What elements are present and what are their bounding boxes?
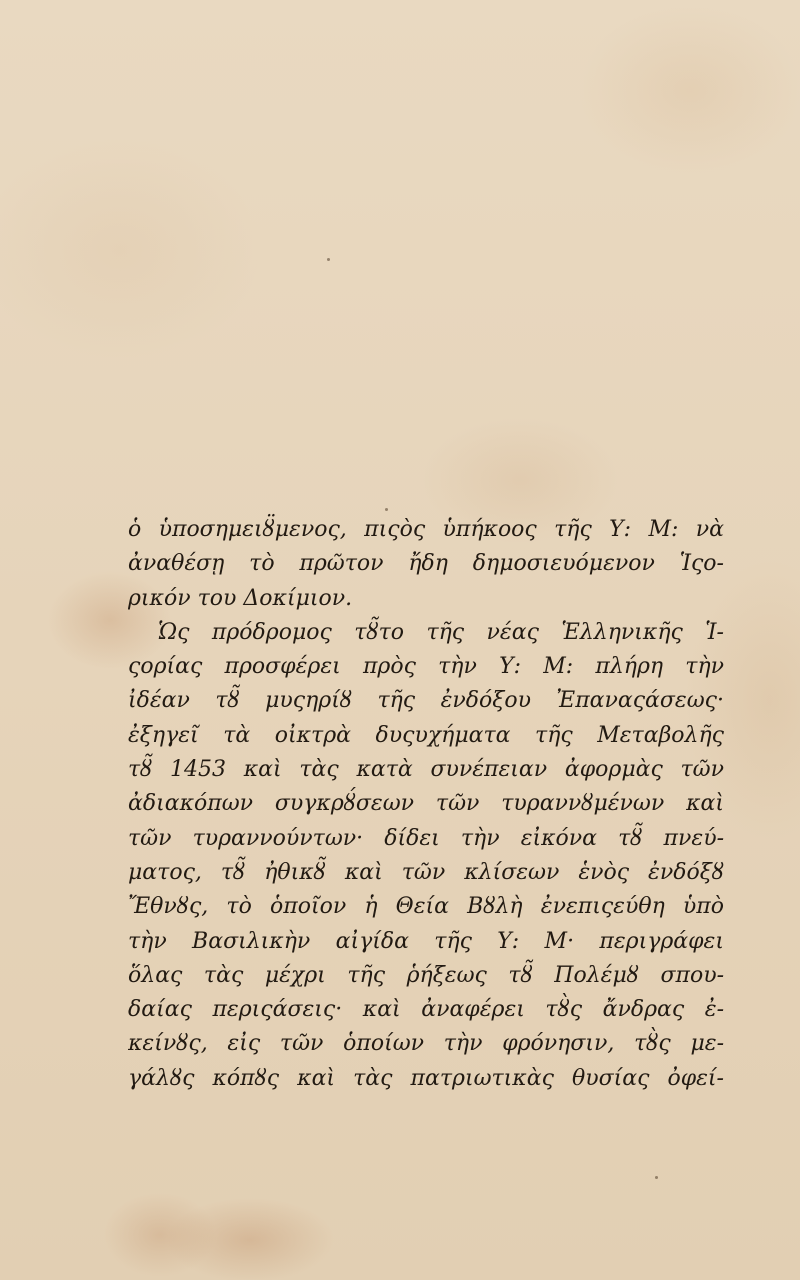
text-line: τῶν τυραννούντων· δίδει τὴν εἰκόνα τȣ̃ πνεύ-	[128, 825, 724, 851]
text-line: ἰδέαν τȣ̃ μυςηρίȣ τῆς ἐνδόξου Ἐπαναςάσεως·	[128, 688, 724, 714]
ink-speck	[655, 1176, 658, 1179]
body-text	[128, 513, 724, 1096]
paragraph-first-line: Ὡς πρόδρομος τȣ̃το τῆς νέας Ἑλληνικῆς Ἱ-	[158, 619, 724, 645]
text-line: τȣ̃ 1453 καὶ τὰς κατὰ συνέπειαν ἀφορμὰς τῶν	[128, 757, 724, 783]
text-line: ἀδιακόπων συγκρȣ́σεων τῶν τυραννȣμένων καὶ	[128, 791, 724, 817]
text-line: ὅλας τὰς μέχρι τῆς ῥήξεως τȣ̃ Πολέμȣ σπου-	[128, 962, 724, 988]
text-line: γάλȣς κόπȣς καὶ τὰς πατριωτικὰς θυσίας ὀφεί-	[128, 1065, 724, 1091]
text-line: ὁ ὑποσημειȣ̈μενος, πιςὸς ὑπήκοος τῆς Υ: Μ: νὰ	[128, 517, 724, 542]
ink-speck	[327, 258, 330, 261]
text-line: ἐξηγεῖ τὰ οἰκτρὰ δυςυχήματα τῆς Μεταβολῆς	[128, 722, 724, 748]
text-line: δαίας περιςάσεις· καὶ ἀναφέρει τȣ̀ς ἄνδρας ἐ-	[128, 997, 724, 1023]
text-line: τὴν Βασιλικὴν αἰγίδα τῆς Υ: Μ· περιγράφει	[128, 928, 724, 954]
ink-speck	[385, 508, 388, 511]
text-line: ματος, τȣ̃ ἠθικȣ̃ καὶ τῶν κλίσεων ἑνὸς ἐνδόξȣ	[128, 859, 724, 885]
text-line: ςορίας προσφέρει πρὸς τὴν Υ: Μ: πλήρη τὴν	[128, 654, 724, 680]
text-line: ἀναθέσῃ τὸ πρῶτον ἤδη δημοσιευόμενον Ἱςο-	[128, 551, 724, 577]
text-line: Ἔθνȣς, τὸ ὁποῖον ἡ Θεία Βȣλὴ ἐνεπιςεύθη ὑπὸ	[128, 894, 724, 920]
text-line: ρικόν του Δοκίμιον.	[128, 585, 353, 611]
text-line: κείνȣς, εἰς τῶν ὁποίων τὴν φρόνησιν, τȣ̀ς με-	[128, 1031, 724, 1057]
